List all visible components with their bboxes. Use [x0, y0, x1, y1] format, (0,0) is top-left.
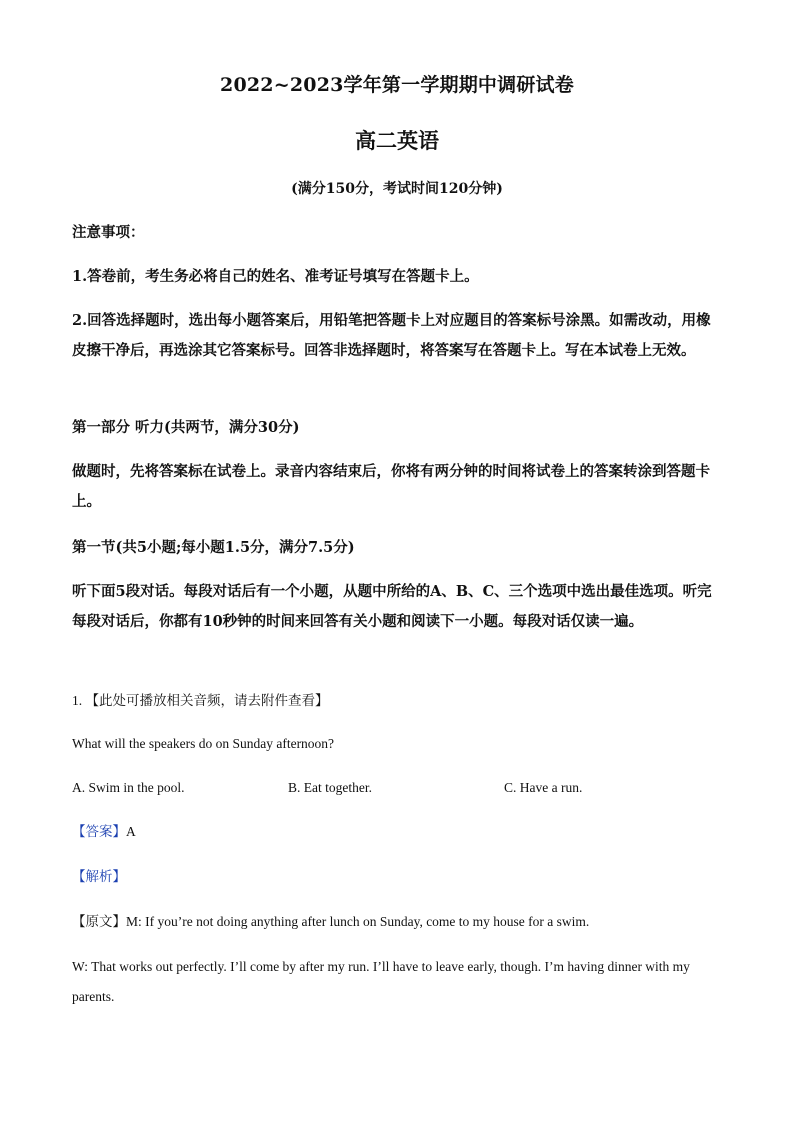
analysis-line: [72, 862, 732, 892]
answer-line: [72, 817, 732, 847]
question-1-prompt: What will the speakers do on Sunday afternoon?: [72, 736, 335, 751]
exam-subject: 高二英语: [355, 128, 439, 153]
question-1-options: [72, 773, 732, 803]
option-c: C. Have a run.: [504, 780, 583, 795]
transcript-label: 【原文】: [72, 914, 126, 929]
exam-meta: (满分150分，考试时间120分钟): [291, 181, 503, 197]
transcript-w: W: That works out perfectly. I’ll come by after my run. I’ll have to leave early, though. I’m having dinner with my parents.: [72, 959, 690, 1004]
question-1-header: [72, 686, 732, 716]
notes-item-1: 1.答卷前，考生务必将自己的姓名、准考证号填写在答题卡上。: [72, 268, 479, 285]
notes-item-2: 2.回答选择题时，选出每小题答案后，用铅笔把答题卡上对应题目的答案标号涂黑。如需改动，用橡皮擦干净后，再选涂其它答案标号。回答非选择题时，将答案写在答题卡上。写在本试卷上无效。: [72, 312, 711, 359]
notes-heading: 注意事项：: [72, 224, 145, 241]
transcript-m-line: [72, 907, 732, 937]
transcript-m: M: If you’re not doing anything after lunch on Sunday, come to my house for a swim.: [126, 914, 590, 929]
answer-label: 【答案】: [72, 824, 126, 839]
answer-value: A: [126, 824, 136, 839]
part1-heading: 第一部分 听力(共两节，满分30分): [72, 419, 300, 436]
option-a: A. Swim in the pool.: [72, 780, 185, 795]
option-b: B. Eat together.: [288, 780, 372, 795]
exam-title: 2022~2023学年第一学期期中调研试卷: [220, 74, 574, 96]
audio-note: 【此处可播放相关音频，请去附件查看】: [85, 693, 329, 708]
section1-heading: 第一节(共5小题;每小题1.5分，满分7.5分): [72, 539, 355, 556]
analysis-label: 【解析】: [72, 869, 126, 884]
question-1-number: 1.: [72, 693, 83, 708]
section1-instruction: 听下面5段对话。每段对话后有一个小题，从题中所给的A、B、C、三个选项中选出最佳选项。听完每段对话后，你都有10秒钟的时间来回答有关小题和阅读下一小题。每段对话仅读一遍。: [72, 583, 712, 630]
part1-instruction: 做题时，先将答案标在试卷上。录音内容结束后，你将有两分钟的时间将试卷上的答案转涂到答题卡上。: [72, 463, 710, 510]
